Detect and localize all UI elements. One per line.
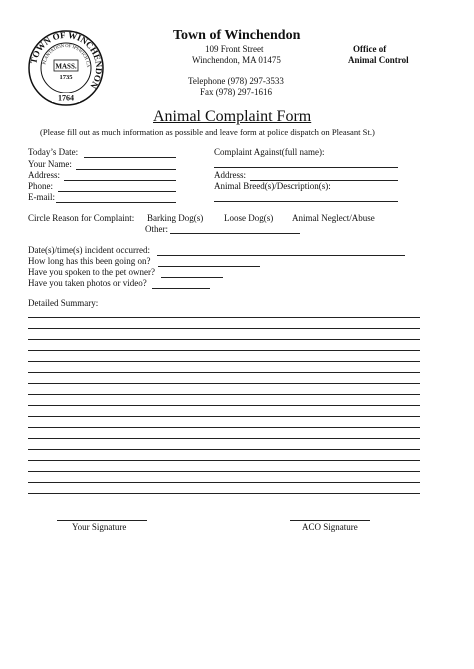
your-name-label: Your Name:	[28, 159, 72, 169]
summary-line[interactable]	[28, 449, 420, 450]
animal-breed-label: Animal Breed(s)/Description(s):	[214, 181, 331, 191]
spoken-owner-field[interactable]	[161, 277, 223, 278]
incident-date-field[interactable]	[157, 255, 405, 256]
svg-text:1735: 1735	[59, 74, 73, 81]
complaint-address-label: Address:	[214, 170, 246, 180]
other-label: Other:	[145, 224, 168, 234]
summary-line[interactable]	[28, 339, 420, 340]
town-seal	[28, 30, 104, 106]
reason-label: Circle Reason for Complaint:	[28, 213, 135, 223]
aco-signature-label: ACO Signature	[302, 522, 358, 532]
duration-label: How long has this been going on?	[28, 256, 151, 266]
other-reason-field[interactable]	[170, 233, 300, 234]
summary-line[interactable]	[28, 394, 420, 395]
svg-text:TOWN OF WINCHENDON: TOWN OF WINCHENDON	[28, 30, 104, 91]
reason-animal-neglect[interactable]: Animal Neglect/Abuse	[292, 213, 375, 223]
animal-breed-field[interactable]	[214, 201, 398, 202]
address-line-2: Winchendon, MA 01475	[192, 55, 281, 65]
photos-video-label: Have you taken photos or video?	[28, 278, 147, 288]
address-field[interactable]	[64, 180, 176, 181]
complaint-against-label: Complaint Against(full name):	[214, 147, 325, 157]
summary-line[interactable]	[28, 350, 420, 351]
phone-label: Phone:	[28, 181, 54, 191]
email-field[interactable]	[56, 202, 176, 203]
photos-video-field[interactable]	[152, 288, 210, 289]
spoken-owner-label: Have you spoken to the pet owner?	[28, 267, 155, 277]
duration-field[interactable]	[158, 266, 260, 267]
summary-line[interactable]	[28, 493, 420, 494]
summary-label: Detailed Summary:	[28, 298, 99, 308]
complaint-against-field[interactable]	[214, 167, 398, 168]
address-label: Address:	[28, 170, 60, 180]
summary-line[interactable]	[28, 460, 420, 461]
summary-line[interactable]	[28, 405, 420, 406]
todays-date-field[interactable]	[84, 157, 176, 158]
summary-line[interactable]	[28, 328, 420, 329]
form-title: Animal Complaint Form	[153, 108, 312, 125]
form-instructions: (Please fill out as much information as possible and leave form at police dispatch on Pleasant St.)	[40, 127, 375, 137]
telephone-number: Telephone (978) 297-3533	[188, 76, 284, 86]
reason-barking-dogs[interactable]: Barking Dog(s)	[147, 213, 204, 223]
svg-text:1764: 1764	[58, 93, 74, 103]
summary-line[interactable]	[28, 427, 420, 428]
svg-text:MASS.: MASS.	[55, 62, 77, 71]
your-signature-label: Your Signature	[72, 522, 127, 532]
summary-line[interactable]	[28, 383, 420, 384]
animal-control-label: Animal Control	[348, 55, 409, 65]
todays-date-label: Today’s Date:	[28, 147, 79, 157]
svg-text:PLANTATION OF IPSWICH CANADA: PLANTATION OF IPSWICH CA	[41, 42, 92, 68]
your-signature-field[interactable]	[57, 520, 147, 521]
summary-line[interactable]	[28, 471, 420, 472]
email-label: E-mail:	[28, 192, 55, 202]
phone-field[interactable]	[58, 191, 176, 192]
summary-line[interactable]	[28, 438, 420, 439]
office-label: Office of	[353, 44, 387, 54]
summary-line[interactable]	[28, 361, 420, 362]
reason-loose-dogs[interactable]: Loose Dog(s)	[224, 213, 274, 223]
incident-date-label: Date(s)/time(s) incident occurred:	[28, 245, 150, 255]
summary-line[interactable]	[28, 372, 420, 373]
your-name-field[interactable]	[76, 169, 176, 170]
fax-number: Fax (978) 297-1616	[200, 87, 272, 97]
aco-signature-field[interactable]	[290, 520, 370, 521]
town-name: Town of Winchendon	[173, 28, 301, 43]
summary-line[interactable]	[28, 416, 420, 417]
summary-line[interactable]	[28, 482, 420, 483]
address-line-1: 109 Front Street	[205, 44, 264, 54]
summary-line[interactable]	[28, 317, 420, 318]
